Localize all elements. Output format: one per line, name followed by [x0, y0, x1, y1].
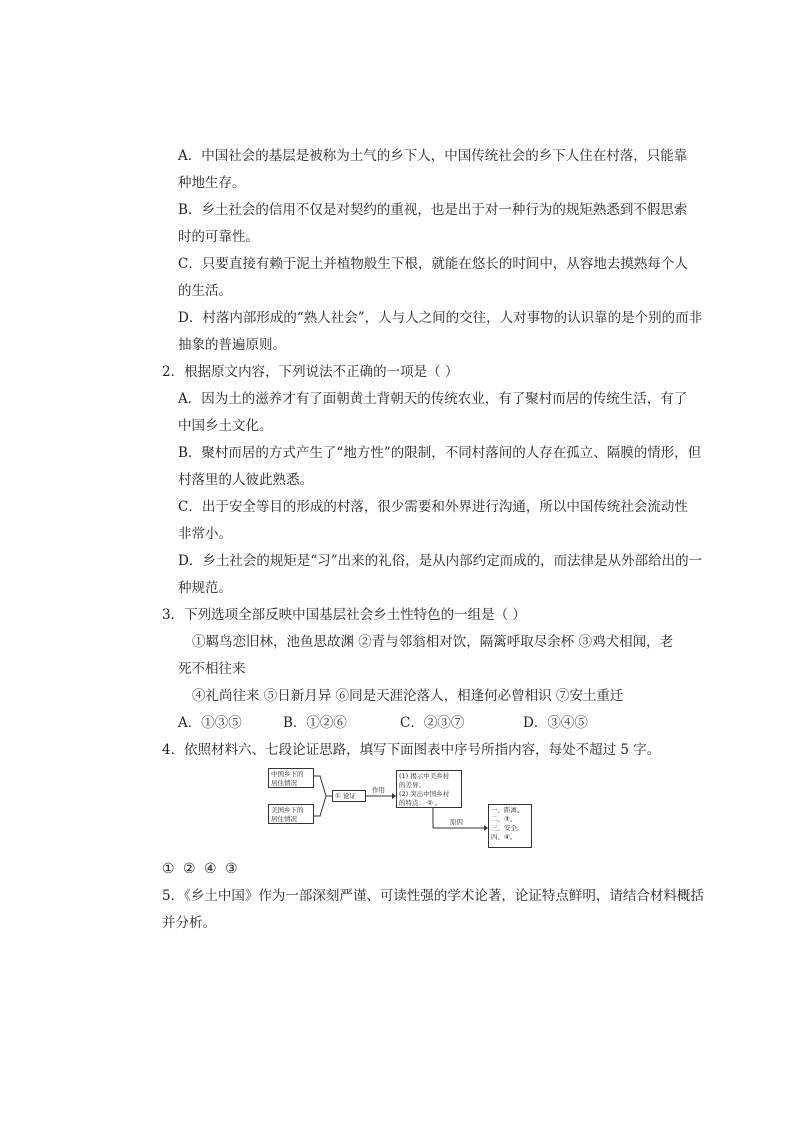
- purpose-line: (2) 突出中国乡村: [399, 790, 450, 798]
- box-usa-living: [268, 804, 314, 824]
- q2-option-d-line2: 种规范。: [178, 580, 232, 596]
- q1-option-c-line2: 的生活。: [178, 283, 232, 299]
- box-purpose: [396, 770, 462, 808]
- purpose-line: (1) 揭示中美乡村: [399, 772, 450, 780]
- q3-option-d: D．③④⑤: [523, 715, 588, 731]
- q2-stem: 2．根据原文内容，下列说法不正确的一项是（ ）: [162, 364, 459, 380]
- box-reasons: [488, 804, 532, 848]
- q2-option-c-line2: 非常小。: [178, 526, 232, 542]
- q1-option-b-line1: B．乡土社会的信用不仅是对契约的重视，也是出于对一种行为的规矩熟悉到不假思索: [178, 202, 688, 218]
- q2-option-b-line2: 村落里的人彼此熟悉。: [178, 472, 313, 488]
- box-argue-label: ① 论证: [335, 792, 356, 800]
- purpose-line: 的特点： ② 。: [399, 799, 442, 807]
- brace-line: [314, 776, 326, 816]
- q1-option-d-line2: 抽象的普遍原则。: [178, 337, 286, 353]
- q2-option-a-line2: 中国乡土文化。: [178, 418, 273, 434]
- reason-item: 一、距离。: [491, 806, 524, 814]
- q3-option-c: C．②③⑦: [400, 715, 465, 731]
- q3-items-line3: ④礼尚往来 ⑤日新月异 ⑥同是天涯沦落人，相逢何必曾相识 ⑦安土重迁: [192, 688, 624, 704]
- label-reason: 原因: [450, 818, 463, 826]
- q4-answer-sequence: ① ② ④ ③: [162, 861, 240, 877]
- purpose-line: 的差异；: [399, 781, 425, 789]
- q3-items-line2: 死不相往来: [178, 661, 246, 677]
- q2-option-a-line1: A．因为土的滋养才有了面朝黄土背朝天的传统农业，有了聚村而居的传统生活，有了: [178, 391, 688, 407]
- q5-line2: 并分析。: [162, 915, 216, 931]
- reason-item: 三、安全。: [491, 824, 524, 832]
- q2-option-b-line1: B．聚村而居的方式产生了“地方性”的限制，不同村落间的人存在孤立、隔膜的情形，但: [178, 445, 702, 461]
- q3-stem: 3．下列选项全部反映中国基层社会乡土性特色的一组是（ ）: [162, 607, 526, 623]
- box-usa-label: 美国乡下的 居住情况: [271, 806, 304, 823]
- argument-flow-diagram: [268, 766, 538, 856]
- q1-option-d-line1: D．村落内部形成的“熟人社会”，人与人之间的交往，人对事物的认识靠的是个别的而非: [178, 310, 703, 326]
- q1-option-a-line2: 种地生存。: [178, 175, 246, 191]
- q5-line1: 5．《乡土中国》作为一部深刻严谨、可读性强的学术论著，论证特点鲜明，请结合材料概括: [162, 888, 704, 904]
- q3-items-line1: ①羁鸟恋旧林，池鱼思故渊 ②青与邻翁相对饮，隔篱呼取尽余杯 ③鸡犬相闻，老: [192, 634, 674, 650]
- q1-option-a-line1: A．中国社会的基层是被称为土气的乡下人，中国传统社会的乡下人住在村落，只能靠: [178, 148, 688, 164]
- q1-option-c-line1: C．只要直接有赖于泥土并植物般生下根，就能在悠长的时间中，从容地去摸熟每个人: [178, 256, 688, 272]
- label-effect: 作用: [372, 786, 385, 794]
- reason-item: 二、③。: [491, 815, 517, 823]
- box-argue: [332, 790, 366, 802]
- q1-option-b-line2: 时的可靠性。: [178, 229, 259, 245]
- reason-item: 四、④。: [491, 833, 517, 841]
- q4-stem: 4．依照材料六、七段论证思路，填写下面图表中序号所指内容，每处不超过 5 字。: [162, 742, 661, 758]
- q2-option-d-line1: D．乡土社会的规矩是“习”出来的礼俗，是从内部约定而成的，而法律是从外部给出的一: [178, 553, 703, 569]
- box-china-label: 中国乡下的 居住情况: [271, 770, 304, 787]
- q3-option-a: A．①③⑤: [178, 715, 242, 731]
- q2-option-c-line1: C．出于安全等目的形成的村落，很少需要和外界进行沟通，所以中国传统社会流动性: [178, 499, 688, 515]
- q3-option-b: B．①②⑥: [283, 715, 347, 731]
- box-china-living: [268, 768, 314, 788]
